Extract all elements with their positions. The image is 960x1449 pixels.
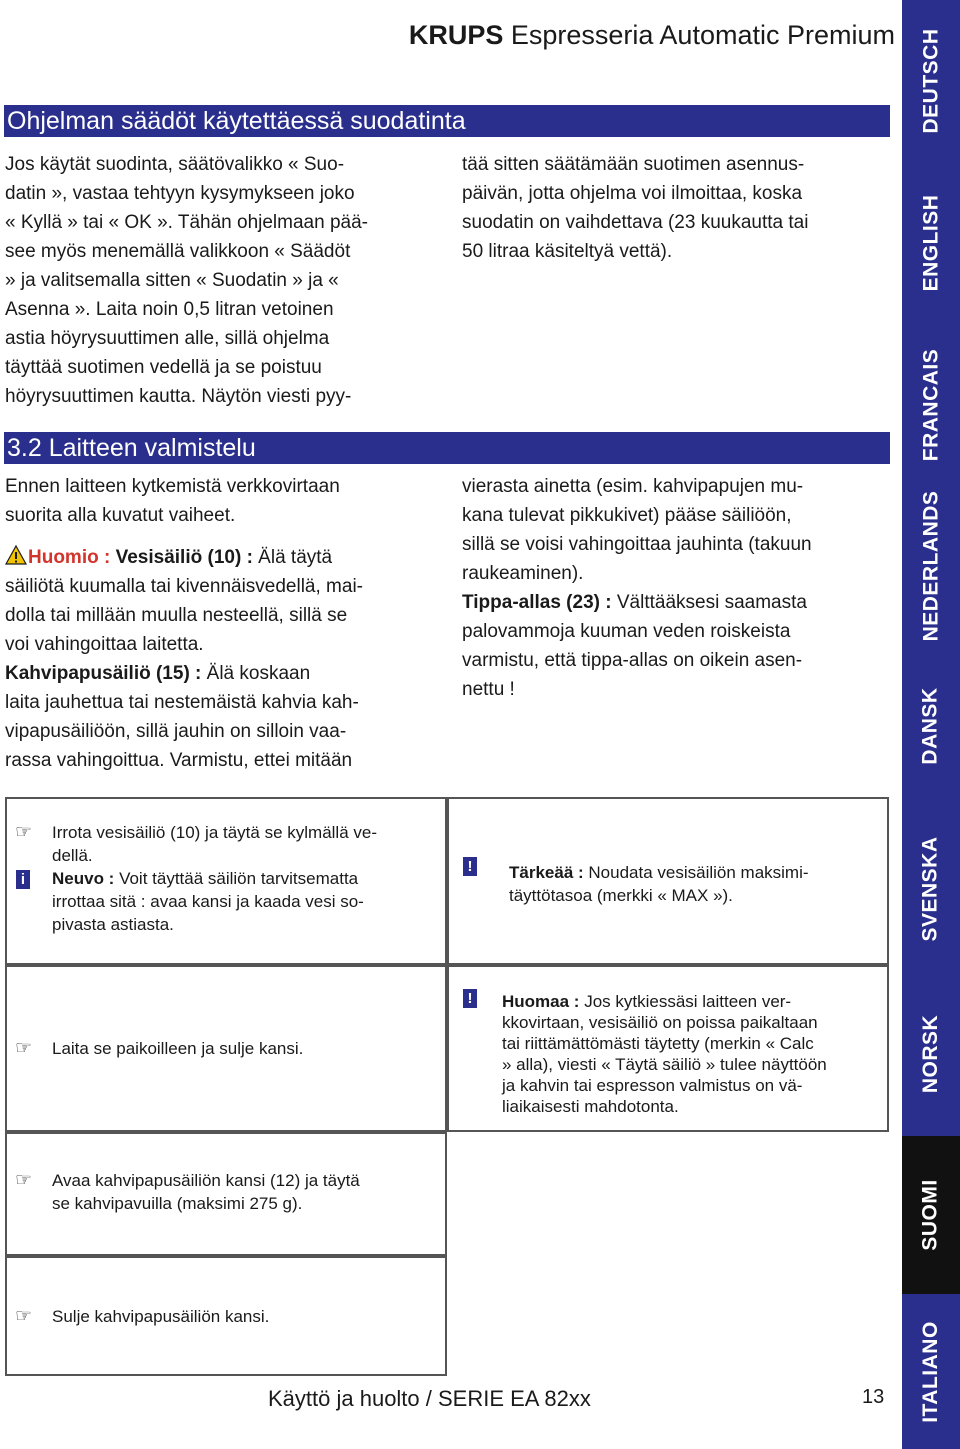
text-span: Noudata vesisäiliön maksimi- (583, 863, 809, 882)
text-line: see myös menemällä valikkoon « Säädöt (5, 241, 351, 262)
lang-tab-nederlands[interactable]: NEDERLANDS (919, 490, 942, 642)
lang-tab-deutsch[interactable]: DEUTSCH (919, 28, 943, 134)
text-line: Avaa kahvipapusäiliön kansi (12) ja täytä (52, 1171, 360, 1190)
lang-tab-svenska[interactable]: SVENSKA (919, 836, 942, 942)
step-1-text (52, 821, 377, 936)
exclamation-icon: ! (463, 989, 477, 1008)
text-span: Älä koskaan (201, 663, 311, 684)
step-4-box (5, 1256, 447, 1376)
lang-tab-norsk[interactable]: NORSK (919, 1014, 942, 1094)
lang-tab-francais[interactable]: FRANCAIS (919, 348, 942, 462)
text-line: datin », vastaa tehtyyn kysymykseen joko (5, 183, 355, 204)
drip-tray-subject: Tippa-allas (23) : (462, 592, 612, 613)
warning-triangle-icon (5, 545, 27, 565)
brand-name: KRUPS (408, 20, 504, 50)
text-line: kana tulevat pikkukivet) pääse säiliöön, (462, 505, 792, 526)
text-line: rassa vahingoittua. Varmistu, ettei mitään (5, 750, 353, 771)
bean-container-line (5, 659, 445, 688)
text-span: Älä täytä (252, 547, 333, 568)
step-1-box (5, 797, 447, 965)
pointing-hand-icon: ☞ (15, 1170, 33, 1191)
step-2-note-text (502, 991, 827, 1117)
text-line: « Kyllä » tai « OK ». Tähän ohjelmaan pää- (5, 212, 368, 233)
text-span: Voit täyttää säiliön tarvitsematta (114, 869, 359, 888)
document-header (380, 20, 895, 51)
text-line: raukeaminen). (462, 563, 584, 584)
text-line: säiliötä kuumalla tai kivennäisvedellä, mai- (5, 576, 364, 597)
bean-container-subject: Kahvipapusäiliö (15) : (5, 663, 202, 684)
step-1-note-box (447, 797, 889, 965)
warning-line (5, 543, 445, 572)
page-number: 13 (862, 1386, 885, 1408)
text-line: vierasta ainetta (esim. kahvipapujen mu- (462, 476, 804, 497)
lang-tab-italiano[interactable]: ITALIANO (919, 1320, 943, 1423)
text-line: palovammoja kuuman veden roiskeista (462, 621, 791, 642)
pointing-hand-icon: ☞ (15, 1038, 33, 1059)
drip-tray-line (462, 588, 894, 617)
pointing-hand-icon: ☞ (15, 1306, 33, 1327)
text-line: 50 litraa käsiteltyä vettä). (462, 241, 673, 262)
step-2-text: Laita se paikoilleen ja sulje kansi. (52, 1039, 304, 1058)
product-title: Espresseria Automatic Premium (503, 20, 895, 50)
text-line: » ja valitsemalla sitten « Suodatin » ja « (5, 270, 339, 291)
text-line: tää sitten säätämään suotimen asennus- (462, 154, 805, 175)
text-line: tai riittämättömästi täytetty (merkin « Calc (502, 1034, 814, 1053)
step-3-text (52, 1169, 360, 1215)
note-label: Huomaa : (502, 992, 580, 1011)
important-label: Tärkeää : (509, 863, 584, 882)
text-line: Irrota vesisäiliö (10) ja täytä se kylmällä ve- (52, 823, 378, 842)
text-line: höyrysuuttimen kautta. Näytön viesti pyy- (5, 386, 352, 407)
text-line: varmistu, että tippa-allas on oikein asen- (462, 650, 803, 671)
text-line: laita jauhettua tai nestemäistä kahvia kah- (5, 692, 359, 713)
footer-title: Käyttö ja huolto / SERIE EA 82xx (268, 1386, 591, 1411)
tip-line (52, 867, 377, 890)
text-line: pivasta astiasta. (52, 915, 174, 934)
step-3-box (5, 1132, 447, 1256)
lang-tab-english[interactable]: ENGLISH (919, 194, 942, 292)
text-line: voi vahingoittaa laitetta. (5, 634, 204, 655)
lang-tab-dansk[interactable]: DANSK (919, 687, 943, 765)
text-line: Jos käytät suodinta, säätövalikko « Suo- (5, 154, 345, 175)
note-line (509, 861, 809, 884)
section-heading-filter: Ohjelman säädöt käytettäessä suodatinta (4, 105, 890, 137)
text-span: Välttääksesi saamasta (611, 592, 807, 613)
step-2-note-box (447, 965, 889, 1132)
text-line: sillä se voisi vahingoittaa jauhinta (takuun (462, 534, 812, 555)
text-line: dolla tai millään muulla nesteellä, sillä se (5, 605, 348, 626)
pointing-hand-icon: ☞ (15, 822, 33, 843)
section2-left-column (5, 472, 445, 775)
text-line: kkovirtaan, vesisäiliö on poissa paikaltaan (502, 1013, 818, 1032)
text-line: Ennen laitteen kytkemistä verkkovirtaan (5, 476, 340, 497)
text-line: liaikaisesti mahdotonta. (502, 1097, 679, 1116)
text-line: päivän, jotta ohjelma voi ilmoittaa, koska (462, 183, 803, 204)
warning-label: Huomio : (28, 547, 111, 568)
step-2-box (5, 965, 447, 1132)
section1-right-column (462, 150, 894, 266)
section2-right-column (462, 472, 894, 704)
text-line: suorita alla kuvatut vaiheet. (5, 505, 236, 526)
text-line: » alla), viesti « Täytä säiliö » tulee näyttöön (502, 1055, 827, 1074)
note-line (502, 991, 827, 1012)
tip-label: Neuvo : (52, 869, 115, 888)
step-1-note-text (509, 861, 809, 907)
text-span: Jos kytkiessäsi laitteen ver- (579, 992, 792, 1011)
water-tank-subject: Vesisäiliö (10) : (115, 547, 253, 568)
text-line: suodatin on vaihdettava (23 kuukautta tai (462, 212, 809, 233)
text-line: dellä. (52, 846, 93, 865)
text-line: irrottaa sitä : avaa kansi ja kaada vesi so- (52, 892, 364, 911)
language-sidebar (902, 0, 960, 1449)
info-icon: i (16, 870, 30, 889)
lang-tab-suomi[interactable]: SUOMI (902, 1136, 960, 1294)
text-line: vipapusäiliöön, sillä jauhin on silloin vaa- (5, 721, 347, 742)
step-4-text: Sulje kahvipapusäiliön kansi. (52, 1307, 270, 1326)
text-line: täyttää suotimen vedellä ja se poistuu (5, 357, 322, 378)
text-line: täyttötasoa (merkki « MAX »). (509, 886, 733, 905)
text-line: se kahvipavuilla (maksimi 275 g). (52, 1194, 303, 1213)
text-line: ja kahvin tai espresson valmistus on vä- (502, 1076, 803, 1095)
section-heading-preparation: 3.2 Laitteen valmistelu (4, 432, 890, 464)
text-line: Asenna ». Laita noin 0,5 litran vetoinen (5, 299, 334, 320)
exclamation-icon: ! (463, 857, 477, 876)
text-line: nettu ! (462, 679, 515, 700)
text-line: astia höyrysuuttimen alle, sillä ohjelma (5, 328, 330, 349)
section1-left-column (5, 150, 445, 411)
